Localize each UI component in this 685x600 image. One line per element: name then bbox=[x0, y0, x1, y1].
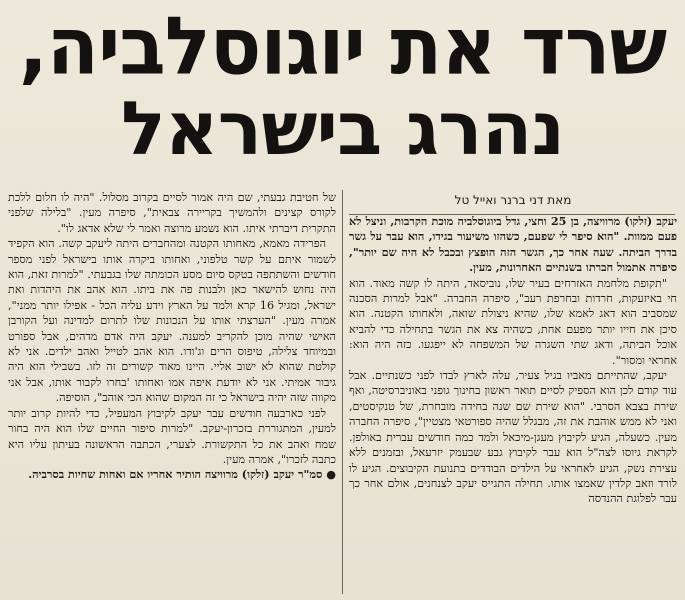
article-paragraph: הפרידה מאמא, מאחותו הקטנה ומהחברים היתה ליעקב קשה. הוא הקפיד לשמור איתם על קשר טלפוני, ואחותו ביקרה אותו בישראל לפני מספר חודשים והשתתפה בטקס סיום מסע הכומתה שלו בגבעתי. "למרות זאת, הוא היה נחוש להישאר כאן ולבנות פה את ביתו. הוא אהב את היהדות ואת ישראל, ומגיל 16 קרא ולמד על הארץ וידע עליה הכל - אפילו יותר ממני", אמרה מעין. "הערצתי אותו על הנכונות שלו לתרום למדינה ועל הקורבן האישי שהיה מוכן להקריב למענה. יעקב היה אדם מדהים, אבל ספורט ובמיוחד צלילה, טיפוס הרים וג'ודו. הוא אהב לטייל ואהב ילדים. אני לא קולטת שהוא לא ישוב אליי. היינו מאוד קשורים זה לזו. בשבילי הוא היה גיבור אמיתי. אני לא יודעת איפה אמו ואחותו 'בחרו לקבור אותו, אבל אני מקווה שזה יהיה בישראל כי זה המקום שהוא הכי אוהב", הוסיפה. bbox=[8, 237, 336, 405]
article-body bbox=[8, 190, 677, 596]
article-column-left bbox=[8, 190, 336, 596]
byline: מאת דני ברנר ואייל טל bbox=[454, 193, 572, 207]
article-paragraph: "תקופת מלחמת האזרחים בעיר שלו, נוביסאד, היתה לו קשה מאוד. הוא חי באיזעקות, חרדות ובחרפת רעב", סיפרה החברה. "אבל למרות הסכנה שמסביב הוא דאג לאמא שלו, שהיא ניצולת שואה, ולאחותו הקטנה. הוא סיכן את חייו יותר מפעם אחת, כשהיה צא את הגשר בתחילה כדי להביא אוכל הביתה, ודאג שתי השגרה של המשפחה לא ייפגעו. כזה היה הוא: אחראי ומסור". bbox=[349, 276, 677, 367]
article-paragraph: יעקב, שהתייתם מאביו בגיל צעיר, עלה לארץ לבדו לפני כשנתיים. אבל עוד קודם לכן הוא הספיק לסיים תואר ראשון בחינוך גופני באוניברסיטה, ואף שירת בצבא הסרבי. "הוא שירת שם שנה בחידה מובחרת, של טנקיסטים, ואני לא ממש אוהבת את זה, מבגלל שהיה ספורטאי מצטיין", סיפרה החברה מעין. כשעלה, הגיע לקיבוץ מעגן-מיכאל ולמד כמה חודשים עברית באולפן. לקראת גיוסו לצה"ל הוא עבר לקיבוץ גבע שבעמק יזרעאל, ובזמנים ללא עצירת נשק, הגיע לאחראי על הילדים הבודדים בתנועת הקיבוצים. הגיע לו לורד וזאב קלדין שאמצו אותו. תחילה התגייס יעקב לצנחנים, אולם אחר כך עבר לפלוגת ההנדסה bbox=[349, 369, 677, 506]
headline-line-2: נהרג בישראל bbox=[121, 86, 564, 172]
article-lead: יעקב (זלקו) מרוויצה, בן 25 וחצי, גדל ביוגוסלביה מוכת הקרבות, וניצל לא פעם ממוות. "הוא סיפר לי שפעם, כשהזו משיעור בגידו, הוא עבר על גשר בדרך הביתה. שעה אחר כך, הגשר הזה הופצץ ובכבל לא היה שם יותר", סיפרה אתמול חברתו בשנתיים האחרונות, מעין. bbox=[349, 214, 677, 275]
headline-line-1: שרד את יוגוסלביה, bbox=[18, 0, 667, 93]
article-closing-note: ● סמ"ר יעקב (זלקו) מרוויצה הותיר אחריו אם ואחות שחיות בסרביה. bbox=[28, 467, 336, 482]
article-paragraph: של חטיבת גבעתי, שם היה אמור לסיים בקרוב מסלול. "היה לו חלום ללכת לקורס קצינים ולהמשיך בקריירה צבאית", סיפרה מעין. "בלילה שלפני התקרית דיברתי איתו. הוא נשמע מרוצה ואמר לי שלא אדאג לו". bbox=[8, 191, 336, 235]
article-paragraph: לפני כארבעה חודשים עבר יעקב לקיבוץ המעפיל, כדי להיות קרוב יותר למעין, המתגוררת בזכרון-יעקב. "למרות סיפור החיים שלו הוא היה בחור שמח ואהב את כל התקשורת. לצערי, הכתבה הראשונה בעיתון עליו היא כתבה לזכרו", אמרה מעין. bbox=[8, 406, 336, 466]
article-column-right bbox=[349, 190, 677, 596]
